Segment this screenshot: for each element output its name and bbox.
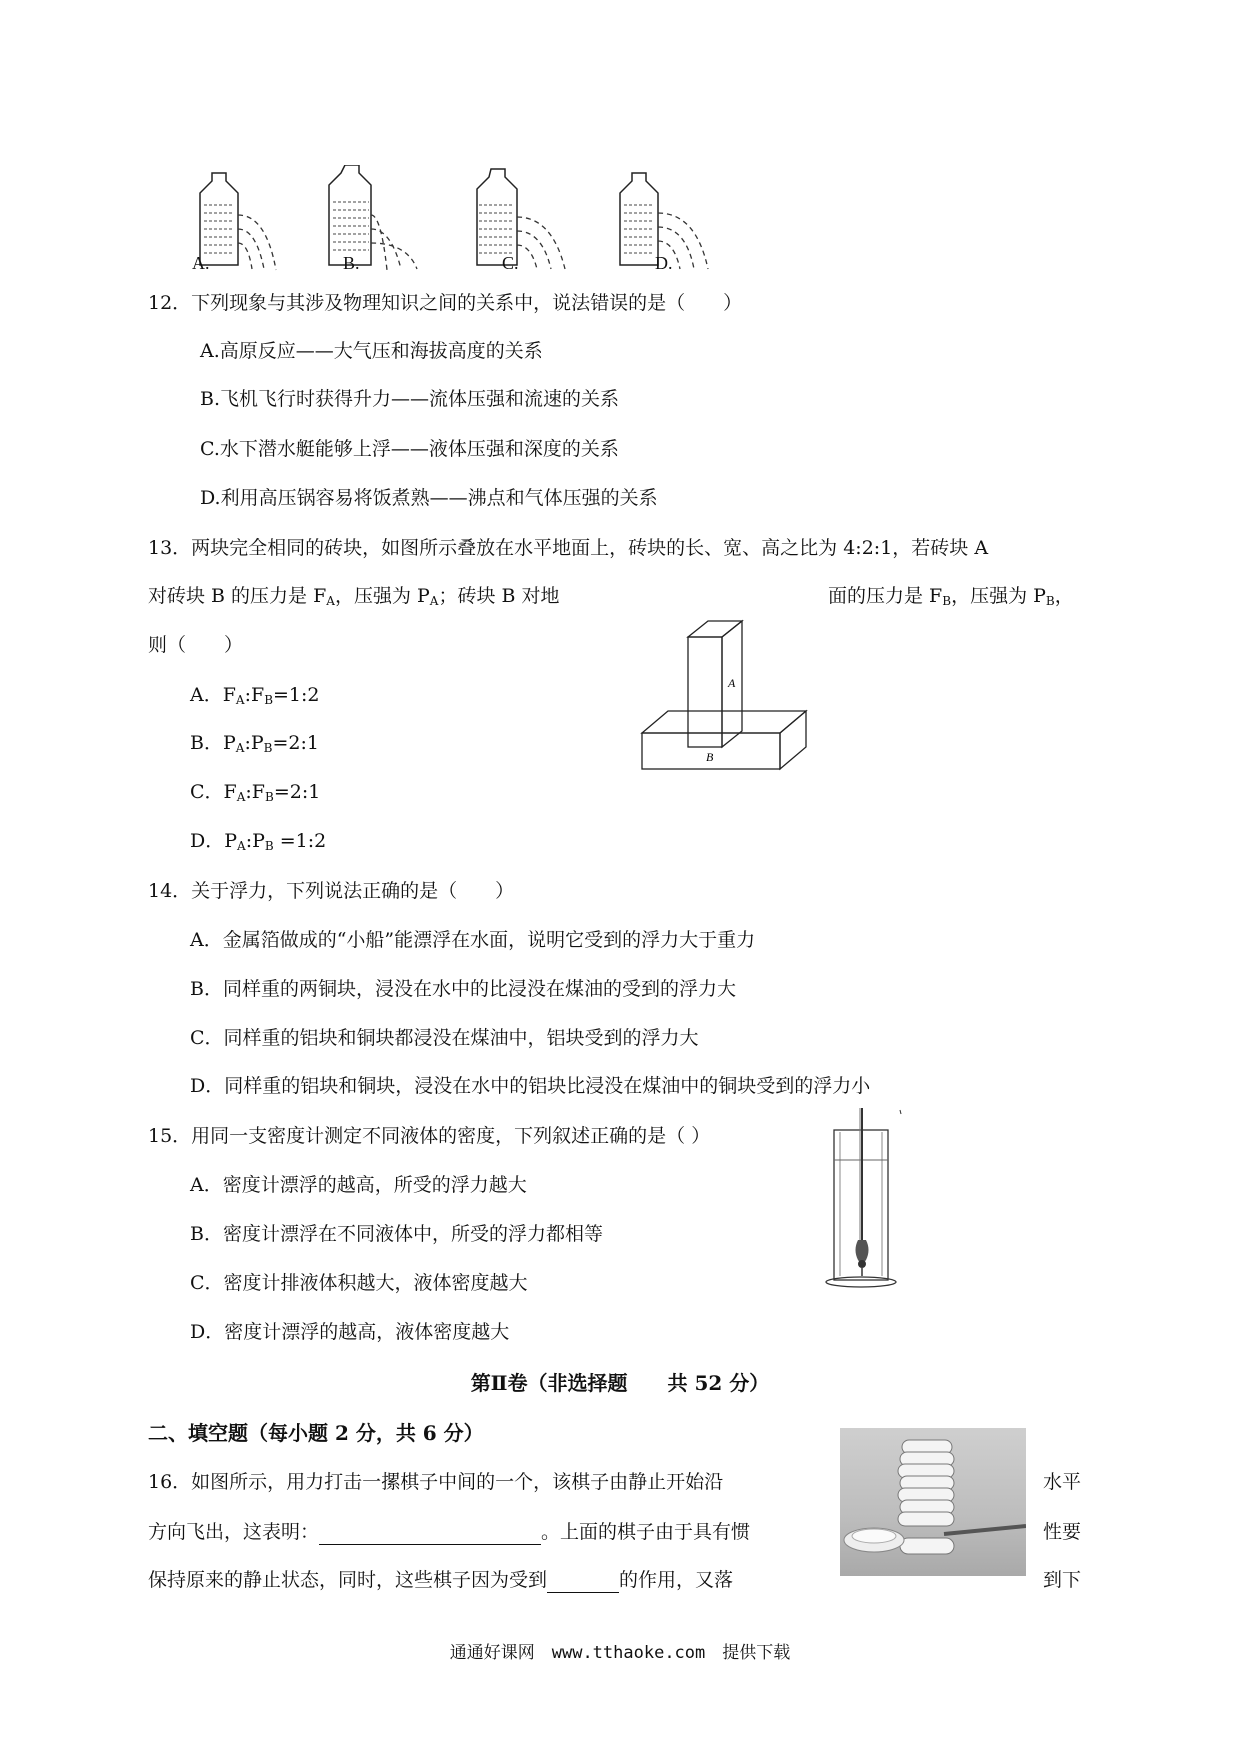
q13-stem-line2-right [828, 583, 1074, 614]
q13-option-d-ratio: =1:2 [273, 830, 327, 852]
q16-line2 [148, 1519, 750, 1545]
q13-option-a-var2: :F [244, 684, 265, 706]
q16-answer-blank-2[interactable] [547, 1572, 619, 1593]
q12-option-c: C.水下潜水艇能够上浮——液体压强和深度的关系 [200, 438, 619, 460]
q13-option-d-sub1: A [237, 839, 246, 853]
q16-line3-right: 到下 [1043, 1569, 1082, 1591]
q13-stem-line1: 13．两块完全相同的砖块，如图所示叠放在水平地面上，砖块的长、宽、高之比为 4:2:1，若砖块 A [148, 537, 989, 559]
q13-text: ，压强为 P [334, 585, 430, 607]
q13-sub: A [326, 594, 335, 608]
q13-option-b-sub1: A [235, 741, 245, 755]
section-2-heading: 二、填空题（每小题 2 分，共 6 分） [148, 1421, 484, 1445]
q13-option-d-var1: P [224, 830, 238, 852]
q13-option-c-sub1: A [236, 790, 246, 804]
q13-option-a-sub2: B [264, 693, 274, 707]
bottle-label-c: C. [502, 253, 519, 273]
q13-option-d-prefix: D． [190, 830, 225, 852]
q13-option-c-var2: :F [245, 781, 265, 803]
q13-option-b-sub2: B [263, 741, 273, 755]
q13-option-a-var1: F [222, 684, 236, 706]
q13-option-c [190, 779, 320, 810]
q13-option-b-prefix: B． [190, 732, 223, 754]
q16-line3 [148, 1567, 733, 1593]
hydrometer-figure-svg [820, 1100, 920, 1295]
checkers-stack-photo [840, 1428, 1026, 1576]
q13-text: 面的压力是 F [828, 585, 943, 607]
q16-line1: 16．如图所示，用力打击一摞棋子中间的一个，该棋子由静止开始沿 [148, 1471, 724, 1493]
q14-option-a: A．金属箔做成的“小船”能漂浮在水面，说明它受到的浮力大于重力 [190, 929, 756, 951]
q13-sub: B [1045, 594, 1055, 608]
q16-line3-text: 保持原来的静止状态，同时，这些棋子因为受到 [148, 1569, 548, 1591]
q12-option-d: D.利用高压锅容易将饭煮熟——沸点和气体压强的关系 [200, 487, 658, 509]
q16-line2-text: 方向飞出，这表明： [148, 1521, 320, 1543]
q14-option-d: D．同样重的铝块和铜块，浸没在水中的铝块比浸没在煤油中的铜块受到的浮力小 [190, 1075, 871, 1097]
hydrometer-figure [820, 1100, 920, 1295]
section-2-title: 第Ⅱ卷（非选择题 共 52 分） [470, 1371, 770, 1395]
q15-option-b: B．密度计漂浮在不同液体中，所受的浮力都相等 [190, 1223, 603, 1245]
bottle-label-a: A. [192, 253, 210, 273]
q13-stem-line2-left [148, 583, 559, 614]
q15-option-c: C．密度计排液体积越大，液体密度越大 [190, 1272, 528, 1294]
q13-option-c-prefix: C． [190, 781, 224, 803]
q13-option-c-var1: F [223, 781, 237, 803]
q12-stem: 12．下列现象与其涉及物理知识之间的关系中，说法错误的是（ ） [148, 292, 743, 314]
bottle-label-d: D. [655, 253, 673, 273]
q12-option-b: B.飞机飞行时获得升力——流体压强和流速的关系 [200, 388, 620, 410]
q16-line2-text-after: 。上面的棋子由于具有惯 [541, 1521, 751, 1543]
q13-text: ；砖块 B 对地 [438, 585, 560, 607]
q13-option-b-var1: P [222, 732, 236, 754]
q13-option-c-ratio: =2:1 [273, 781, 321, 803]
brick-b-label: B [706, 750, 714, 764]
q14-option-c: C．同样重的铝块和铜块都浸没在煤油中，铝块受到的浮力大 [190, 1027, 699, 1049]
q15-option-d: D．密度计漂浮的越高，液体密度越大 [190, 1321, 510, 1343]
q13-text: ，压强为 P [951, 585, 1046, 607]
brick-figure [640, 615, 810, 775]
q13-option-d-var2: :P [245, 830, 265, 852]
q16-line1-right: 水平 [1043, 1471, 1082, 1493]
checkers-stack-svg [840, 1428, 1026, 1576]
q13-option-d [190, 828, 326, 859]
q16-line3-text-after: 的作用，又落 [619, 1569, 734, 1591]
q15-option-a: A．密度计漂浮的越高，所受的浮力越大 [190, 1174, 527, 1196]
page-footer: 通通好课网 www.tthaoke.com 提供下载 [449, 1643, 791, 1663]
brick-figure-svg [640, 615, 810, 775]
q13-text: 对砖块 B 的压力是 F [148, 585, 327, 607]
q14-option-b: B．同样重的两铜块，浸没在水中的比浸没在煤油的受到的浮力大 [190, 978, 736, 1000]
bottle-c-drawing [477, 169, 565, 269]
q14-stem: 14．关于浮力，下列说法正确的是（ ） [148, 880, 515, 902]
q13-option-a-sub1: A [235, 693, 245, 707]
brick-a-label: A [728, 676, 736, 690]
q13-sub: A [429, 594, 439, 608]
q13-text: ， [1054, 585, 1074, 607]
q16-line2-right: 性要 [1043, 1521, 1082, 1543]
q13-option-b-var2: :P [244, 732, 264, 754]
bottle-a-drawing [200, 173, 276, 270]
q13-sub: B [942, 594, 952, 608]
q15-stem: 15．用同一支密度计测定不同液体的密度，下列叙述正确的是（ ） [148, 1125, 711, 1147]
q12-option-a: A.高原反应——大气压和海拔高度的关系 [200, 340, 543, 362]
q13-stem-line3: 则（ ） [148, 634, 244, 656]
q13-option-a-ratio: =1:2 [273, 684, 320, 706]
q13-option-d-sub2: B [264, 839, 274, 853]
q13-option-b [190, 730, 319, 761]
q16-answer-blank-1[interactable] [319, 1524, 541, 1545]
q13-option-a [190, 682, 320, 713]
q13-option-a-prefix: A． [190, 684, 223, 706]
bottle-label-b: B. [343, 253, 360, 273]
q13-option-b-ratio: =2:1 [272, 732, 319, 754]
q13-option-c-sub2: B [265, 790, 274, 804]
